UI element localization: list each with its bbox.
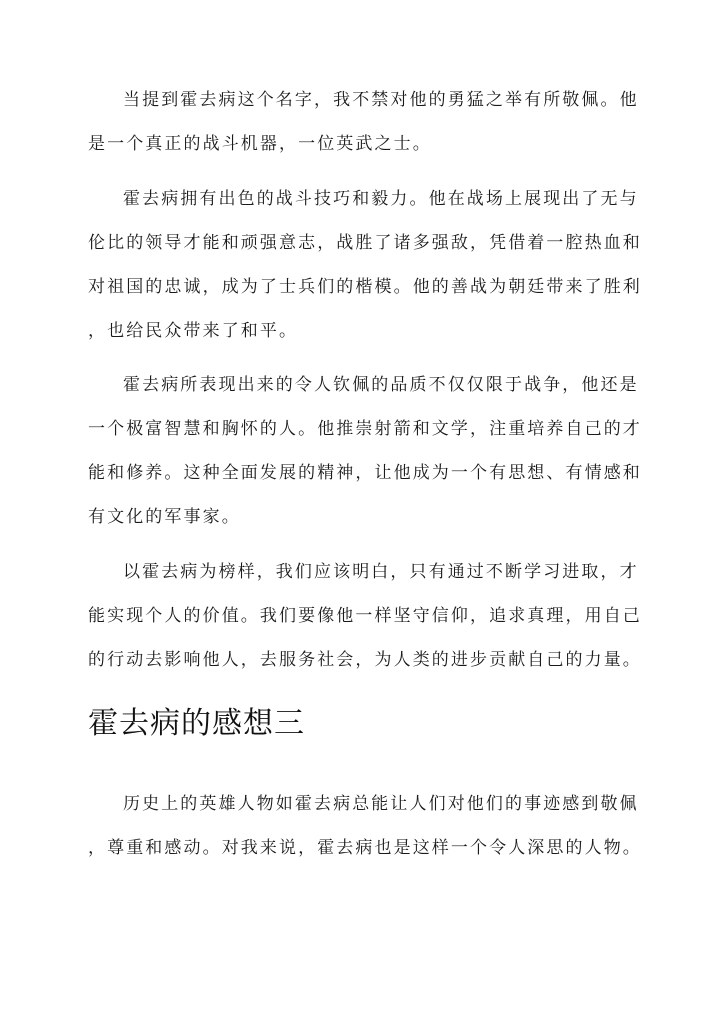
paragraph-2-line-3: 对祖国的忠诚，成为了士兵们的楷模。他的善战为朝廷带来了胜利	[88, 277, 642, 297]
paragraph-4-line-3: 的行动去影响他人，去服务社会，为人类的进步贡献自己的力量。	[88, 650, 642, 670]
section-paragraph-line-2: ，尊重和感动。对我来说，霍去病也是这样一个令人深思的人物。	[88, 838, 642, 858]
section-heading: 霍去病的感想三	[88, 706, 305, 741]
paragraph-3-line-3: 能和修养。这种全面发展的精神，让他成为一个有思想、有情感和	[88, 463, 642, 483]
paragraph-4-line-2: 能实现个人的价值。我们要像他一样坚守信仰，追求真理，用自己	[88, 606, 642, 626]
paragraph-2-line-2: 伦比的领导才能和顽强意志，战胜了诸多强敌，凭借着一腔热血和	[88, 233, 642, 253]
paragraph-2-line-1: 霍去病拥有出色的战斗技巧和毅力。他在战场上展现出了无与	[123, 189, 639, 209]
paragraph-3-line-1: 霍去病所表现出来的令人钦佩的品质不仅仅限于战争，他还是	[123, 375, 639, 395]
paragraph-2-line-4: ，也给民众带来了和平。	[88, 321, 299, 341]
paragraph-4-line-1: 以霍去病为榜样，我们应该明白，只有通过不断学习进取，才	[123, 562, 639, 582]
paragraph-3-line-2: 一个极富智慧和胸怀的人。他推崇射箭和文学，注重培养自己的才	[88, 419, 642, 439]
paragraph-1-line-1: 当提到霍去病这个名字，我不禁对他的勇猛之举有所敬佩。他	[123, 90, 639, 110]
paragraph-1-line-2: 是一个真正的战斗机器，一位英武之士。	[88, 134, 432, 154]
section-paragraph-line-1: 历史上的英雄人物如霍去病总能让人们对他们的事迹感到敬佩	[123, 794, 639, 814]
paragraph-3-line-4: 有文化的军事家。	[88, 507, 241, 527]
